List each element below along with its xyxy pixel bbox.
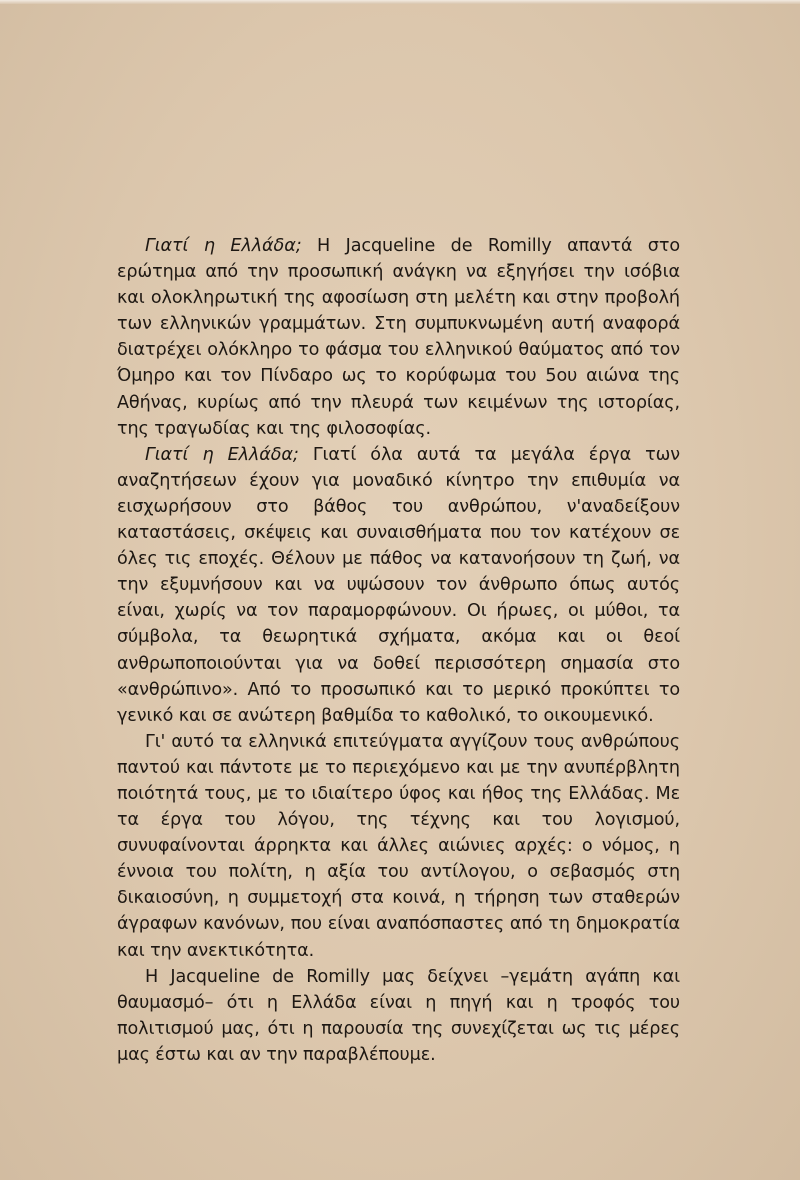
cover-top-edge [0,0,800,4]
paragraph-lead-italic: Γιατί η Ελλάδα; [145,236,302,256]
paragraph-body: Γι' αυτό τα ελληνικά επιτεύγματα αγγίζουν τους ανθρώπους παντού και πάντοτε με το περιεχόμενο και με την ανυπέρβλητη ποιότητά τους, με το ιδιαίτερο ύφος και ήθος της Ελλάδας. Με τα έργα του λόγου, της τέχνης και του λογισμού, συνυφαίνονται άρρηκτα και άλλες αιώνιες αρχές: ο νόμος, η έννοια του πολίτη, η αξία του αντίλογου, ο σεβασμός στη δικαιοσύνη, η συμμετοχή στα κοινά, η τήρηση των σταθερών άγραφων κανόνων, που είναι αναπόσπαστες από τη δημοκρατία και την ανεκτικότητα. [117,731,680,961]
blurb-paragraph-3 [117,729,680,964]
blurb-text [117,233,680,1068]
paragraph-body: Η Jacqueline de Romilly μας δείχνει –γεμάτη αγάπη και θαυμασμό– ότι η Ελλάδα είναι η πηγή και η τροφός του πολιτισμού μας, ότι η παρουσία της συνεχίζεται ως τις μέρες μας έστω και αν την παραβλέπουμε. [117,966,680,1065]
blurb-paragraph-2 [117,442,680,729]
blurb-paragraph-4 [117,964,680,1068]
paragraph-body: Η Jacqueline de Romilly απαντά στο ερώτημα από την προσωπική ανάγκη να εξηγήσει την ισόβια και ολοκληρωτική της αφοσίωση στη μελέτη και στην προβολή των ελληνικών γραμμάτων. Στη συμπυκνωμένη αυτή αναφορά διατρέχει ολόκληρο το φάσμα του ελληνικού θαύματος από τον Όμηρο και τον Πίνδαρο ως το κορύφωμα του 5ου αιώνα της Αθήνας, κυρίως από την πλευρά των κειμένων της ιστορίας, της τραγωδίας και της φιλοσοφίας. [117,236,681,439]
paragraph-body: Γιατί όλα αυτά τα μεγάλα έργα των αναζητήσεων έχουν για μοναδικό κίνητρο την επιθυμία να εισχωρήσουν στο βάθος του ανθρώπου, ν'αναδείξουν καταστάσεις, σκέψεις και συναισθήματα που τον κατέχουν σε όλες τις εποχές. Θέλουν με πάθος να κατανοήσουν τη ζωή, να την εξυμνήσουν και να υψώσουν τον άνθρωπο όπως αυτός είναι, χωρίς να τον παραμορφώνουν. Οι ήρωες, οι μύθοι, τα σύμβολα, τα θεωρητικά σχήματα, ακόμα και οι θεοί ανθρωποποιούνται για να δοθεί περισσότερη σημασία στο «ανθρώπινο». Από το προσωπικό και το μερικό προκύπτει το γενικό και σε ανώτερη βαθμίδα το καθολικό, το οικουμενικό. [117,444,681,726]
paragraph-lead-italic: Γιατί η Ελλάδα; [145,444,299,465]
blurb-paragraph-1 [117,233,680,442]
